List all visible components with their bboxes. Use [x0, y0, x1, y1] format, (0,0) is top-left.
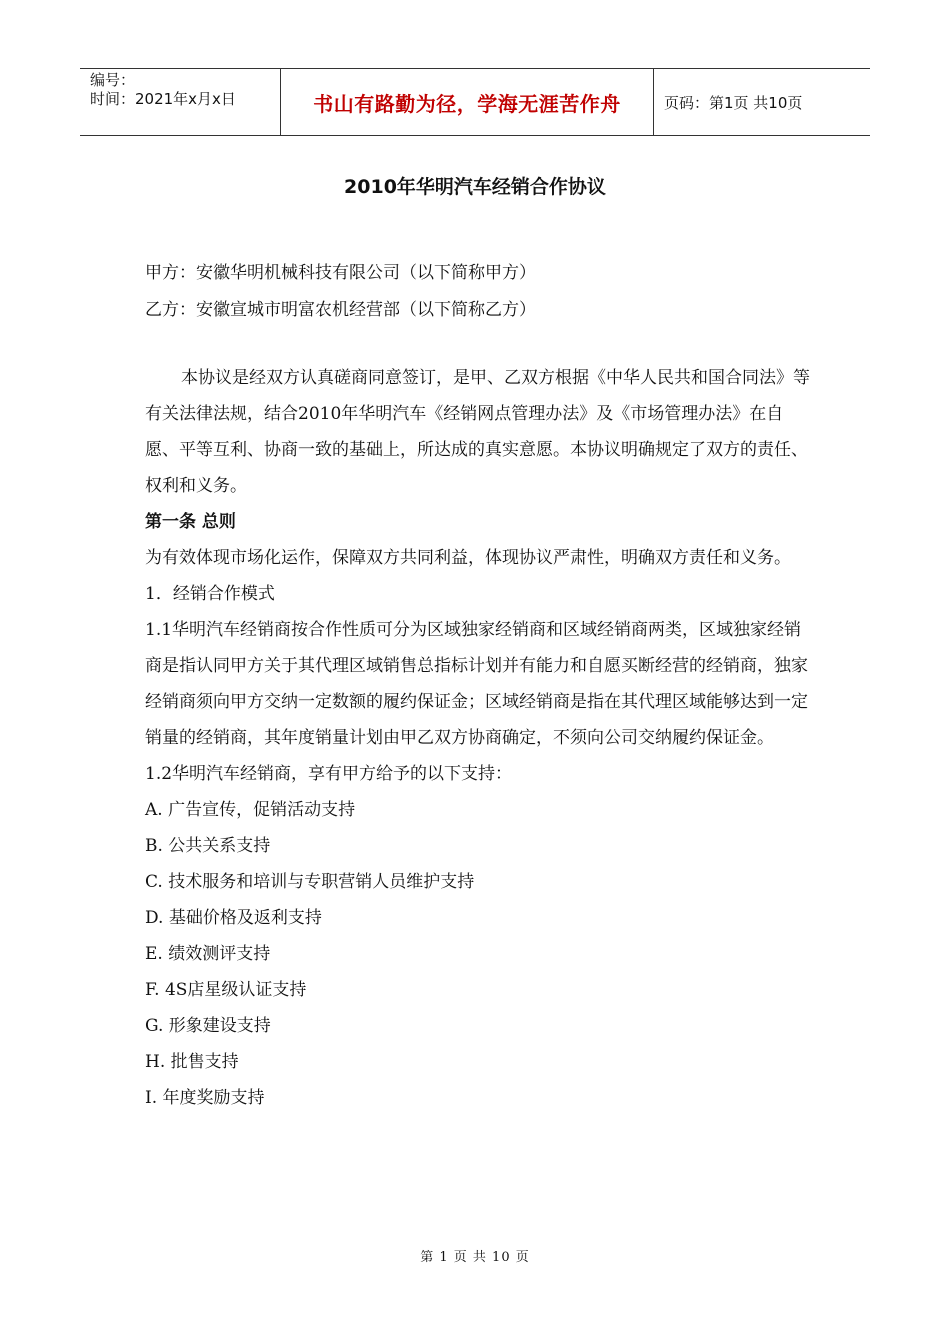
- intro-paragraph: 本协议是经双方认真磋商同意签订，是甲、乙双方根据《中华人民共和国合同法》等有关法律法规，结合2010年华明汽车《经销网点管理办法》及《市场管理办法》在自愿、平等互利、协商一致的基础上，所达成的真实意愿。本协议明确规定了双方的责任、权利和义务。: [145, 368, 810, 496]
- header-motto-cell: [280, 69, 654, 135]
- document-body: [145, 360, 810, 1116]
- document-number-label: 编号：: [90, 71, 136, 89]
- party-a: 甲方：安徽华明机械科技有限公司（以下简称甲方）: [145, 263, 536, 283]
- support-item: H. 批售支持: [145, 1052, 239, 1072]
- support-item: E. 绩效测评支持: [145, 944, 271, 964]
- section-1-2: 1.2华明汽车经销商，享有甲方给予的以下支持：: [145, 764, 513, 784]
- support-item: B. 公共关系支持: [145, 836, 271, 856]
- section-1-title: 1．经销合作模式: [145, 584, 275, 604]
- document-title: 2010年华明汽车经销合作协议: [344, 176, 606, 198]
- header-motto: 书山有路勤为径，学海无涯苦作舟: [313, 91, 621, 116]
- support-item: F. 4S店星级认证支持: [145, 980, 307, 1000]
- party-b: 乙方：安徽宣城市明富农机经营部（以下简称乙方）: [145, 300, 536, 320]
- support-item: D. 基础价格及返利支持: [145, 908, 322, 928]
- support-item: C. 技术服务和培训与专职营销人员维护支持: [145, 872, 475, 892]
- article-1-title: 第一条 总则: [145, 512, 236, 532]
- header-page-label: 页码：第1页 共10页: [664, 93, 803, 112]
- support-item: I. 年度奖励支持: [145, 1088, 265, 1108]
- support-item: A. 广告宣传，促销活动支持: [145, 800, 356, 820]
- page-header: [80, 68, 870, 136]
- header-page-cell: [654, 69, 870, 135]
- document-time-label: 时间：2021年x月x日: [90, 90, 236, 108]
- page-footer: 第 1 页 共 10 页: [420, 1250, 530, 1265]
- article-1-text: 为有效体现市场化运作，保障双方共同利益，体现协议严肃性，明确双方责任和义务。: [145, 548, 791, 568]
- header-meta: [80, 69, 280, 135]
- section-1-1: 1.1华明汽车经销商按合作性质可分为区域独家经销商和区域经销商两类，区域独家经销商是指认同甲方关于其代理区域销售总指标计划并有能力和自愿买断经营的经销商，独家经销商须向甲方交纳一定数额的履约保证金；区域经销商是指在其代理区域能够达到一定销量的经销商，其年度销量计划由甲乙双方协商确定，不须向公司交纳履约保证金。: [145, 620, 808, 748]
- support-item: G. 形象建设支持: [145, 1016, 271, 1036]
